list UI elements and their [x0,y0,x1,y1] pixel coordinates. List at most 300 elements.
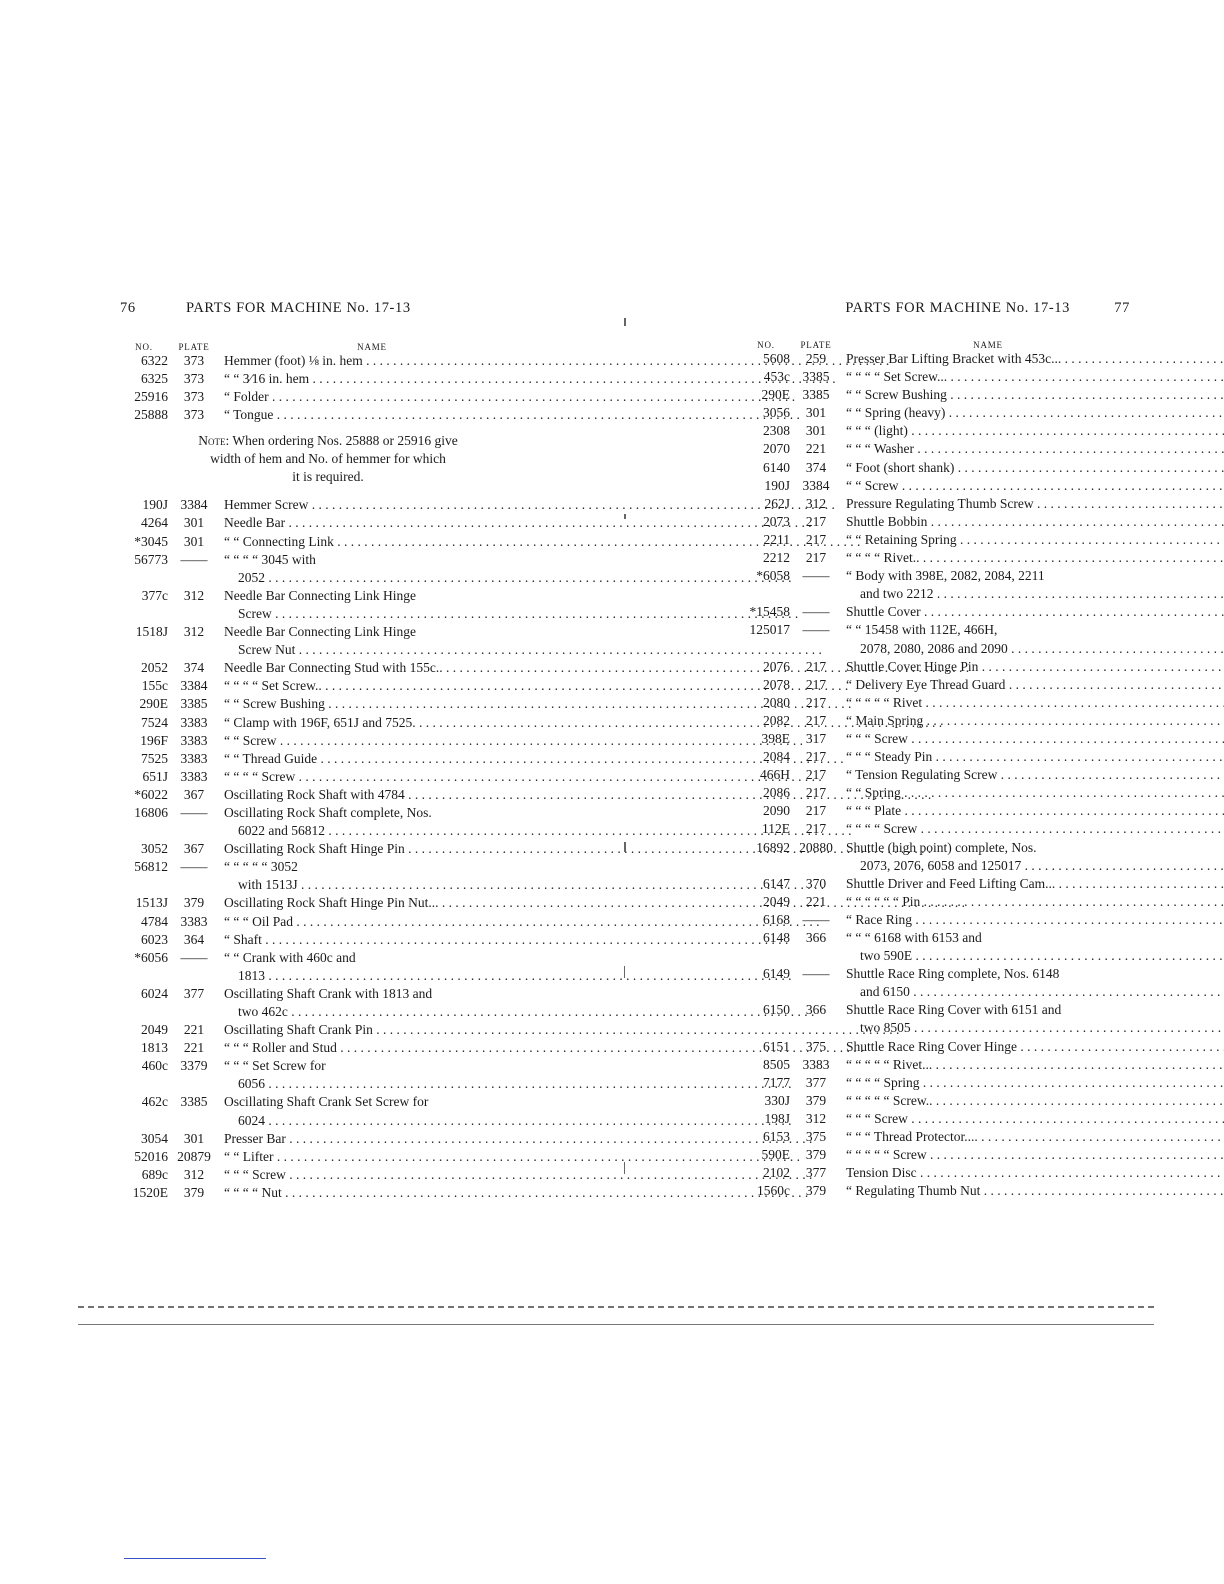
part-name-cell [842,603,1224,621]
part-name-cell [220,768,822,786]
part-name: “ “ “ “ 3045 with [224,551,316,567]
part-name-cell [220,913,819,931]
part-number: 112E [762,821,790,837]
left-page-title: PARTS FOR MACHINE No. 17-13 [186,300,411,316]
table-row [742,621,1130,657]
part-number: 6023 [141,931,168,947]
part-name: Oscillating Rock Shaft complete, Nos. [224,804,432,820]
part-number: 460c [141,1058,168,1074]
plate-number: 217 [805,821,827,837]
plate-number: 370 [805,875,827,891]
part-name-cell [842,422,1224,440]
part-number: 3054 [141,1130,168,1146]
left-column-headers [120,336,520,352]
part-name: Oscillating Shaft Crank with 1813 and [224,985,433,1001]
plate-number: 373 [183,353,205,368]
table-row [120,370,520,388]
part-name-continued: 6022 and 56812 . . . [224,822,852,840]
column-header-plate: PLATE [178,342,210,352]
part-name-cell [842,477,1224,495]
part-name-cell [842,495,1224,513]
part-name: “ “ “ Roller and Stud . . . [224,1039,863,1057]
table-row [120,750,520,768]
part-name-cell [842,368,1224,386]
part-name: “ “ 3⁄16 in. hem . . . [224,370,836,388]
part-number: 2090 [763,803,790,819]
part-number: *6022 [134,786,168,802]
table-row [742,802,1130,820]
table-row [120,659,520,677]
part-name-cell [842,350,1224,368]
part-number: 52016 [134,1148,168,1164]
plate-number: —— [802,568,830,584]
part-name: “ Folder . . . [224,388,795,406]
part-name: “ “ Connecting Link . . . [224,533,860,551]
part-name-cell [842,1001,1224,1037]
plate-number: 217 [805,803,827,819]
table-row [120,623,520,659]
plate-number: 312 [183,624,205,640]
part-name: “ “ “ Set Screw for [224,1058,326,1074]
part-name-cell [842,929,1224,965]
table-row [742,368,1130,386]
part-number: *6058 [756,568,790,584]
part-name: “ “ “ (light) . . . [846,422,1224,440]
part-number: 6322 [141,353,168,368]
table-row [742,531,1130,549]
plate-number: 3383 [180,913,208,929]
note-label: Note: [198,433,230,449]
table-row [120,732,520,750]
hemmer-note [136,432,520,486]
table-row [742,1074,1130,1092]
part-number: 462c [141,1094,168,1110]
left-parts-list-b [120,496,520,1202]
part-name: “ “ “ “ Spring . . . [846,1074,1224,1092]
plate-number: 221 [183,1040,205,1056]
part-number: 2086 [763,785,790,801]
table-row [742,440,1130,458]
part-number: 377c [141,587,168,603]
table-row [742,1182,1130,1200]
part-number: 2212 [763,550,790,566]
part-number: 2049 [763,893,790,909]
plate-number: 217 [805,658,827,674]
part-number: 190J [142,497,168,513]
table-row [742,712,1130,730]
part-number: 2308 [763,423,790,439]
plate-number: —— [180,949,208,965]
table-row [742,875,1130,893]
part-number: 125017 [749,622,790,638]
part-name: Pressure Regulating Thumb Screw . . . [846,495,1224,513]
part-name-cell [842,839,1224,875]
note-line-1: When ordering Nos. 25888 or 25916 give [232,433,458,449]
part-name-cell [220,1184,808,1202]
plate-number: 375 [805,1129,827,1145]
plate-number: 217 [805,767,827,783]
part-name-cell [220,858,824,894]
plate-number: —— [180,804,208,820]
plate-number: 3385 [180,1094,208,1110]
part-name: “ “ “ 6168 with 6153 and [846,930,982,945]
part-number: 4784 [141,913,168,929]
table-row [120,1166,520,1184]
part-name: Oscillating Shaft Crank Set Screw for [224,1094,429,1110]
table-row [742,658,1130,676]
plate-number: 221 [183,1022,205,1038]
table-row [742,748,1130,766]
plate-number: 217 [805,694,827,710]
part-number: 2078 [763,676,790,692]
column-header-no: NO. [135,342,153,352]
part-name: “ “ “ “ Set Screw... . . . [846,368,1224,386]
table-row [742,766,1130,784]
part-name: “ “ “ “ “ Rivet... . . . [846,1056,1224,1074]
scan-rule [78,1324,1154,1325]
left-page-header [120,298,520,320]
plate-number: 3385 [802,387,830,403]
part-name: “ “ “ “ “ “ Pin . . . [846,893,1224,911]
part-number: 453c [763,369,790,385]
note-line-3: it is required. [292,469,364,485]
part-name: “ “ “ “ Rivet.. . . . [846,549,1224,567]
part-name: “ “ Screw . . . [846,477,1224,495]
table-row [120,551,520,587]
right-page [742,298,1130,1200]
right-parts-list [742,350,1130,1200]
plate-number: 217 [805,513,827,529]
part-name-cell [842,1074,1224,1092]
plate-number: 366 [805,930,827,945]
part-name: “ “ Screw . . . [224,732,803,750]
part-name-continued: two 8505 . . . [846,1019,1224,1037]
part-name: Shuttle Race Ring Cover Hinge . . . [846,1038,1224,1056]
part-name: “ Race Ring . . . [846,911,1224,929]
table-row [120,406,520,424]
table-row [742,1001,1130,1037]
part-name: “ “ Retaining Spring . . . [846,531,1224,549]
part-name: Oscillating Rock Shaft Hinge Pin . . . [224,840,931,858]
plate-number: —— [180,551,208,567]
part-name-cell [220,1166,812,1184]
part-name: Hemmer Screw . . . [224,496,835,514]
part-name: Oscillating Rock Shaft with 4784 . . . [224,786,931,804]
table-row [742,422,1130,440]
part-number: 290E [761,387,790,403]
part-name-cell [842,1164,1224,1182]
part-number: 155c [141,678,168,694]
table-row [742,694,1130,712]
plate-number: 379 [183,1184,205,1200]
plate-number: 379 [805,1092,827,1108]
plate-number: 3385 [180,696,208,712]
table-row [120,804,520,840]
part-name-continued: 2073, 2076, 6058 and 125017 . . . [846,857,1224,875]
part-number: 4264 [141,515,168,531]
part-name: “ “ Thread Guide . . . [224,750,844,768]
plate-number: 20880 [799,839,833,855]
table-row [120,768,520,786]
plate-number: 217 [805,676,827,692]
part-name-cell [842,567,1224,603]
table-row [742,1146,1130,1164]
part-name: “ “ “ Screw . . . [846,1110,1224,1128]
part-name-continued: 2052 . . . [224,569,792,587]
part-name-cell [842,766,1224,784]
part-name-continued: with 1513J . . . [224,876,824,894]
part-number: *3045 [134,533,168,549]
part-name-cell [220,732,803,750]
plate-number: —— [180,859,208,875]
part-name: Presser Bar Lifting Bracket with 453c... . . . [846,350,1224,368]
part-name-cell [842,1128,1224,1146]
right-page-header [742,298,1130,320]
part-name-cell [842,459,1224,477]
table-row [742,730,1130,748]
part-number: 2070 [763,441,790,457]
plate-number: 367 [183,786,205,802]
part-number: 198J [764,1110,790,1126]
part-name-cell [842,875,1224,893]
part-name: Shuttle Cover . . . [846,603,1224,621]
table-row [120,931,520,949]
part-name: “ “ “ “ “ Screw . . . [846,1146,1224,1164]
part-name-cell [842,911,1224,929]
part-number: 6147 [763,875,790,891]
plate-number: 374 [183,660,205,676]
part-name-cell [220,551,792,587]
part-name-continued: 2078, 2080, 2086 and 2090 . . . [846,640,1224,658]
part-name: “ “ “ “ “ Screw.. . . . [846,1092,1224,1110]
part-number: 7525 [141,750,168,766]
column-header-name: NAME [357,342,387,352]
table-row [120,985,520,1021]
left-parts-list-a [120,352,520,424]
part-name: Shuttle (high point) complete, Nos. [846,839,1037,855]
part-number: 1520E [132,1184,168,1200]
table-row [120,840,520,858]
part-name-cell [842,712,1224,730]
part-name: “ Delivery Eye Thread Guard . . . [846,676,1224,694]
part-name-cell [220,1130,812,1148]
plate-number: 301 [183,1130,205,1146]
part-name-cell [842,1056,1224,1074]
table-row [742,567,1130,603]
part-name: “ Foot (short shank) . . . [846,459,1224,477]
part-name-continued: and two 2212 . . . [846,585,1224,603]
table-row [120,1130,520,1148]
table-row [120,677,520,695]
table-row [742,839,1130,875]
plate-number: 373 [183,371,205,387]
part-name: “ “ “ “ “ 3052 [224,859,298,875]
part-name-cell [842,386,1224,404]
part-name: “ Tongue . . . [224,406,800,424]
scan-rule-dashed [78,1306,1154,1308]
part-number: 25888 [134,407,168,423]
part-number: 190J [764,477,790,493]
plate-number: 217 [805,550,827,566]
plate-number: 367 [183,841,205,857]
plate-number: 312 [183,587,205,603]
plate-number: 379 [183,895,205,911]
part-number: 2049 [141,1022,168,1038]
part-name: Needle Bar . . . [224,514,812,532]
part-number: 25916 [134,389,168,405]
plate-number: 217 [805,712,827,728]
table-row [120,949,520,985]
part-name-cell [842,1110,1224,1128]
table-row [120,1039,520,1057]
part-name-continued: two 462c . . . [224,1003,814,1021]
part-name-continued: Screw Nut . . . [224,641,822,659]
part-name-cell [842,440,1224,458]
part-name: Tension Disc . . . [846,1164,1224,1182]
part-name-cell [220,931,788,949]
part-name-cell [220,985,814,1021]
part-name-cell [842,730,1224,748]
plate-number: 3385 [802,369,830,385]
part-name-cell [842,893,1224,911]
plate-number: 377 [183,985,205,1001]
table-row [120,533,520,551]
table-row [120,695,520,713]
plate-number: 301 [183,533,205,549]
part-number: 7524 [141,714,168,730]
scan-speck [624,514,626,519]
table-row [742,603,1130,621]
part-number: 1813 [141,1040,168,1056]
column-header-plate: PLATE [800,340,832,350]
part-name-cell [842,549,1224,567]
plate-number: 301 [805,423,827,439]
left-page-number: 76 [120,300,136,316]
part-name-cell [842,1182,1224,1200]
part-number: 2084 [763,749,790,765]
plate-number: 312 [183,1166,205,1182]
part-number: 1513J [135,895,168,911]
part-name-cell [220,587,798,623]
part-name: Hemmer (foot) ⅛ in. hem . . . [224,352,889,370]
table-row [742,965,1130,1001]
part-number: 16892 [756,839,790,855]
part-number: 6148 [763,930,790,945]
table-row [120,514,520,532]
part-name: Shuttle Race Ring complete, Nos. 6148 [846,966,1060,982]
part-name-cell [220,1057,792,1093]
part-number: 466H [760,767,790,783]
table-row [742,893,1130,911]
scan-speck [624,842,626,852]
part-name-cell [220,1148,800,1166]
table-row [120,858,520,894]
part-name: Shuttle Race Ring Cover with 6151 and [846,1002,1062,1018]
table-row [742,1164,1130,1182]
table-row [120,388,520,406]
plate-number: 3383 [180,750,208,766]
left-page [120,298,520,1202]
part-number: 5608 [763,351,790,366]
part-name-cell [842,1038,1224,1056]
column-header-name: NAME [973,340,1003,350]
part-name: “ “ Screw Bushing . . . [846,386,1224,404]
right-column-headers [742,334,1130,350]
table-row [742,513,1130,531]
part-name: “ “ “ Oil Pad . . . [224,913,819,931]
part-name-cell [842,404,1224,422]
part-number: 2082 [763,712,790,728]
part-name: “ “ Crank with 460c and [224,949,356,965]
plate-number: —— [802,604,830,620]
part-number: 6140 [763,459,790,475]
scan-speck [624,966,625,978]
table-row [120,913,520,931]
plate-number: 221 [805,893,827,909]
part-name: “ “ “ “ Nut . . . [224,1184,808,1202]
part-number: 6150 [763,1002,790,1018]
part-number: *15458 [749,604,790,620]
part-name: “ “ Lifter . . . [224,1148,800,1166]
plate-number: 217 [805,531,827,547]
plate-number: 377 [805,1074,827,1090]
scan-speck [624,318,626,326]
table-row [120,587,520,623]
part-name-continued: 6024 . . . [224,1112,792,1130]
plate-number: 3383 [180,714,208,730]
table-row [742,911,1130,929]
part-number: *6056 [134,949,168,965]
part-number: 3052 [141,841,168,857]
plate-number: 3383 [180,732,208,748]
table-row [742,1128,1130,1146]
part-name-cell [842,820,1224,838]
part-number: 2076 [763,658,790,674]
table-row [120,786,520,804]
plate-number: 373 [183,407,205,423]
plate-number: 217 [805,785,827,801]
part-number: 2073 [763,513,790,529]
plate-number: 301 [183,515,205,531]
part-name-cell [842,965,1224,1001]
part-name-cell [842,748,1224,766]
part-name: Shuttle Driver and Feed Lifting Cam... . . . [846,875,1224,893]
part-name: “ Main Spring . . . [846,712,1224,730]
part-name-cell [220,388,795,406]
table-row [120,352,520,370]
part-name: “ Body with 398E, 2082, 2084, 2211 [846,568,1045,584]
part-number: 398E [761,730,790,746]
part-name: Oscillating Shaft Crank Pin . . . [224,1021,899,1039]
plate-number: 301 [805,405,827,421]
part-number: 1560c [757,1183,790,1199]
table-row [742,477,1130,495]
table-row [120,496,520,514]
part-name-cell [842,531,1224,549]
part-number: 3056 [763,405,790,421]
part-number: 689c [141,1166,168,1182]
part-name: Oscillating Rock Shaft Hinge Pin Nut... . . . [224,894,965,912]
plate-number: 377 [805,1165,827,1181]
plate-number: 312 [805,1110,827,1126]
part-name: “ “ “ “ Screw . . . [224,768,822,786]
table-row [742,1092,1130,1110]
part-name-cell [842,1092,1224,1110]
right-page-title: PARTS FOR MACHINE No. 17-13 [845,300,1070,316]
part-name-continued: 6056 . . . [224,1075,792,1093]
table-row [120,894,520,912]
part-name: Shuttle Cover Hinge Pin . . . [846,658,1224,676]
